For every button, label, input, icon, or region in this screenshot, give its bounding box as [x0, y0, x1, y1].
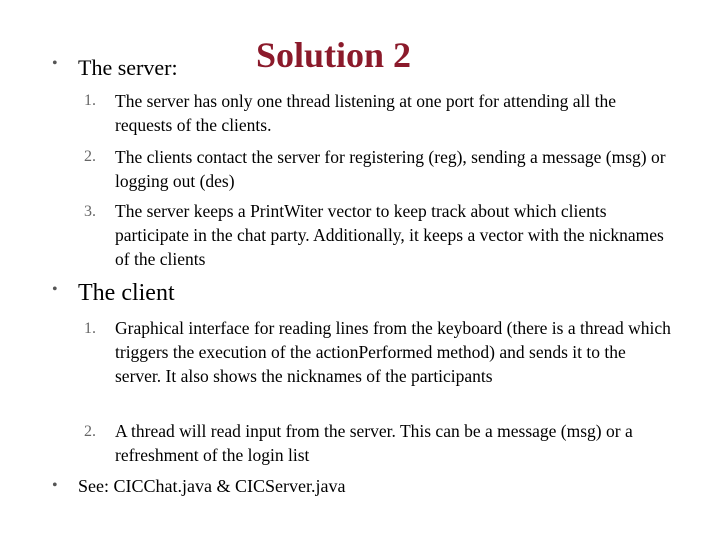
server-item-1-number: 1.	[84, 92, 96, 109]
slide-title: Solution 2	[256, 35, 412, 75]
see-also-text: See: CICChat.java & CICServer.java	[78, 476, 346, 496]
server-item-2: The clients contact the server for registering (reg), sending a message (msg) or logging out (des)	[115, 147, 666, 191]
server-item-3-number: 3.	[84, 203, 96, 220]
bullet-see-also: •	[52, 477, 58, 494]
client-item-1: Graphical interface for reading lines from the keyboard (there is a thread which triggers the execution of the actionPerformed method) and sends it to the server. It also shows the nicknames of the participants	[115, 318, 671, 386]
bullet-server: •	[52, 55, 58, 72]
client-heading: The client	[78, 280, 175, 306]
client-item-1-number: 1.	[84, 320, 96, 337]
server-item-3: The server keeps a PrintWiter vector to keep track about which clients participate in the chat party. Additionally, it keeps a vector with the nicknames of the clients	[115, 201, 664, 269]
server-heading: The server:	[78, 55, 178, 80]
server-item-1: The server has only one thread listening at one port for attending all the requests of the clients.	[115, 91, 617, 135]
client-item-2: A thread will read input from the server. This can be a message (msg) or a refreshment of the login list	[115, 421, 633, 465]
bullet-client: •	[52, 281, 58, 298]
client-item-2-number: 2.	[84, 423, 96, 440]
server-item-2-number: 2.	[84, 148, 96, 165]
